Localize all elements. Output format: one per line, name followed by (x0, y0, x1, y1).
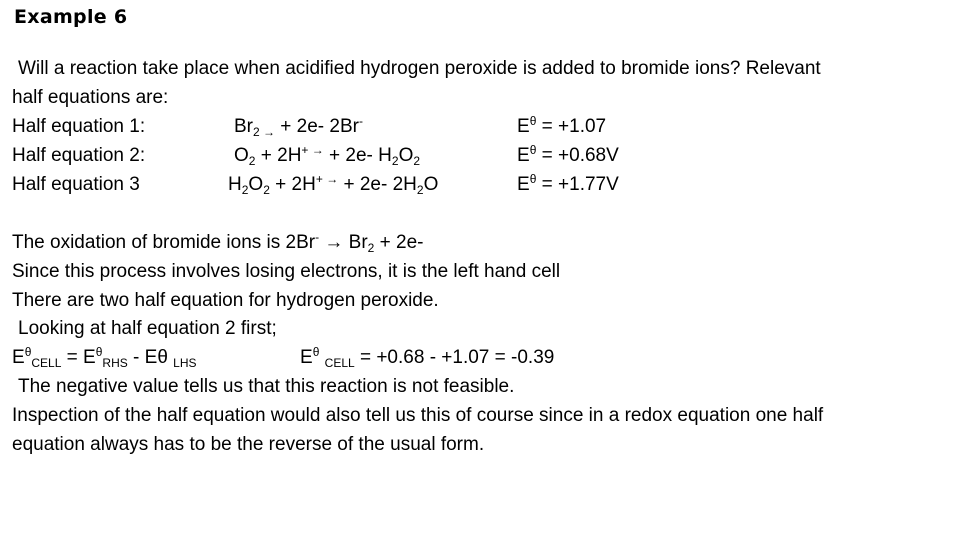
reaction-arrow-icon: → (326, 172, 339, 186)
negative-line: The negative value tells us that this reaction is not feasible. (18, 376, 515, 397)
half-eq-1-label: Half equation 1: (12, 116, 146, 137)
inspection-line-1: Inspection of the half equation would also tell us this of course since in a redox equation one half (12, 405, 824, 426)
cell-formula: $E^\theta_{CELL} = E^\theta_{RHS} - E\theta$ $_{LHS}$ (12, 345, 197, 370)
half-eq-2-potential: $E^\theta = +0.68V$ (517, 143, 619, 166)
half-eq-1-potential: $E^\theta = +1.07$ (517, 114, 607, 137)
half-eq-3-label: Half equation 3 (12, 174, 140, 195)
two-equations-line: There are two half equation for hydrogen peroxide. (12, 290, 439, 311)
slide-title: Example 6 (14, 6, 128, 28)
half-eq-3-equation: $H_2O_2 + 2H^{+ \to} + 2e-$ $2H_2O$ (228, 172, 439, 197)
reaction-arrow-icon: → (263, 125, 276, 139)
half-eq-2-label: Half equation 2: (12, 145, 146, 166)
question-line-1: Will a reaction take place when acidified hydrogen peroxide is added to bromide ions? Relevant (18, 58, 821, 79)
half-eq-2-equation: $O_2 + 2H^{+ \to} + 2e-$ $H_2O_2$ (234, 143, 421, 168)
inspection-line-2: equation always has to be the reverse of the usual form. (12, 434, 485, 455)
half-eq-3-potential: $E^\theta = +1.77V$ (517, 172, 619, 195)
cell-calculation: $E^\theta$ $_{CELL}$ = +0.68 - +1.07 = -0.39 (300, 345, 555, 370)
reaction-arrow-icon: → (311, 143, 324, 157)
oxidation-line: The oxidation of bromide ions is $2Br^- \to Br_2 + 2e-$ (12, 230, 424, 255)
looking-line: Looking at half equation 2 first; (18, 318, 277, 339)
half-eq-1-equation: $Br_{2 \to} + 2e-$ 2Br- (234, 114, 363, 139)
question-line-2: half equations are: (12, 87, 169, 108)
since-line: Since this process involves losing electrons, it is the left hand cell (12, 261, 561, 282)
